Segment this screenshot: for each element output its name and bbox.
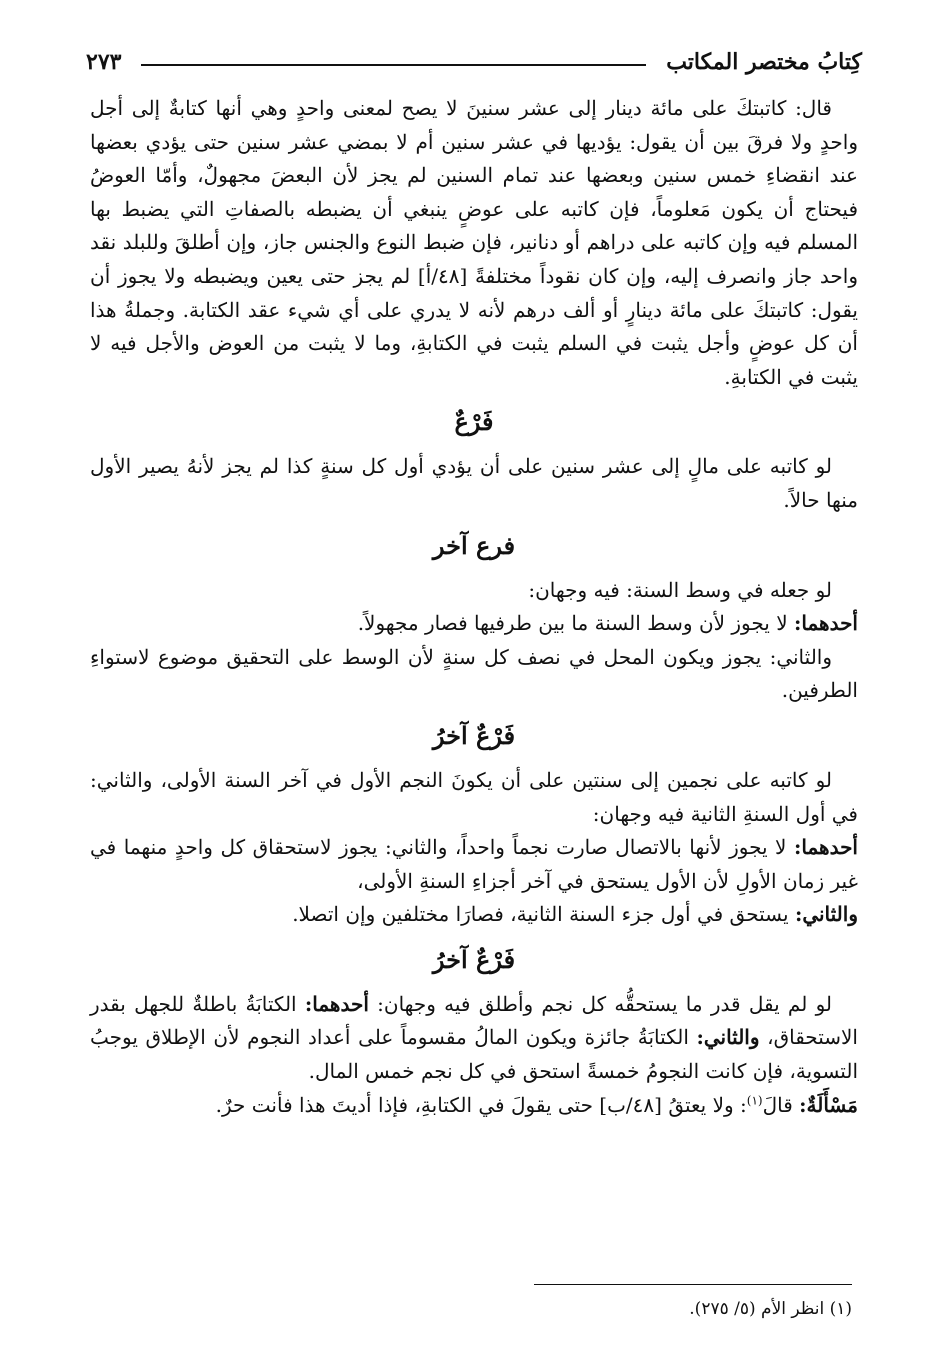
running-title: كِتابُ مختصر المكاتب	[666, 49, 862, 75]
text-line: لا يجوز لأن وسط السنة ما بين طرفيها فصار مجهولاً.	[357, 611, 794, 636]
text-run: الكتابَةُ جائزة ويكون المالُ مقسوماً على أعداد النجوم لأن الإطلاق يوجبُ التسوية، فإن كانت النجومُ خمسةً استحق في كل نجم خمس المال.	[90, 1025, 858, 1084]
paragraph	[90, 764, 858, 831]
text-line: والثاني: في أول السنةِ الثانية فيه وجهان:	[90, 767, 858, 826]
paragraph	[90, 92, 858, 394]
text-run: لو لم يقل قدر ما يستحقُّه كل نجم وأطلق فيه وجهان:	[368, 991, 832, 1016]
text-line: قال: كاتبتكَ على مائة دينار إلى عشر سنينَ لا يصح لمعنى واحدٍ وهي أنها كتابةٌ إلى	[123, 96, 832, 120]
paragraph	[90, 1089, 858, 1123]
text-line: درهم لأنه لا يدري على أي شيء عقد الكتابة. وجملةُ هذا أن كل عوضٍ وأجل يثبت	[90, 297, 858, 356]
paragraph	[90, 898, 858, 932]
text-line: لاستواءِ الطرفين.	[90, 644, 858, 703]
page-body	[90, 92, 858, 1122]
bold-term: أحدهما:	[793, 835, 858, 860]
section-heading: فَرْعٌ آخرُ	[432, 944, 516, 974]
section-heading: فَرْعٌ آخرُ	[432, 720, 516, 750]
section-heading: فَرْعٌ	[454, 407, 494, 437]
text-line: الأول منها حالاً.	[90, 454, 858, 512]
bold-term: والثاني:	[794, 902, 858, 927]
paragraph	[90, 574, 858, 608]
paragraph	[90, 641, 858, 708]
text-line: بالصفاتِ التي يضبط بها المسلم فيه وإن كاتبه على دراهم أو دنانير، فإن ضبط النوع	[90, 196, 858, 255]
page-number: ٢٧٣	[86, 49, 122, 75]
header-rule	[141, 64, 646, 66]
footnote-separator	[534, 1284, 852, 1285]
footnote: (١) انظر الأم (٥/ ٢٧٥).	[689, 1299, 852, 1319]
paragraph	[90, 988, 858, 1089]
text-line: والجنس جاز، وإن أطلقَ وللبلد نقد واحد جاز وانصرف إليه، وإن كان نقوداً مختلفةً	[90, 230, 858, 288]
section-heading: فرع آخر	[432, 530, 516, 560]
bold-term: والثاني:	[696, 1025, 760, 1050]
bold-term: أحدهما:	[304, 991, 369, 1016]
paragraph	[90, 831, 858, 898]
paragraph	[90, 607, 858, 641]
text-line: [٤٨/أ] لم يجز حتى يعين ويضبطه ولا يجوز أن يقول: كاتبتكَ على مائة دينارٍ أو ألف	[90, 263, 859, 322]
text-run: قالَ	[762, 1092, 800, 1117]
text-line: مجهولٌ، وأمّا العوضُ فيحتاج أن يكون مَعلوماً، فإن كاتبه على عوضٍ ينبغي أن يضبطه	[90, 163, 859, 221]
footnote-ref: (١)	[746, 1093, 763, 1107]
text-line: لو كاتبه على نجمين إلى سنتين على أن يكونَ النجم الأول في آخر السنة الأولى،	[152, 767, 832, 792]
text-run: الكتابَةُ باطلةٌ للجهل بقدر الاستحقاق،	[90, 991, 858, 1050]
text-run: : ولا يعتقُ [٤٨/ب] حتى يقولَ في الكتابةِ، فإذا أديتَ هذا فأنت حرٌ.	[215, 1092, 747, 1117]
text-line: لا يجوز لأنها بالاتصال صارت نجماً واحداً، والثاني: يجوز لاستحقاق	[245, 835, 794, 860]
page-header	[86, 42, 862, 82]
text-line: لو جعله في وسط السنة: فيه وجهان:	[528, 577, 832, 602]
bold-term: أحدهما:	[793, 611, 858, 636]
text-line: يستحق في أول جزء السنة الثانية، فصارَا مختلفين وإن اتصلا.	[292, 902, 795, 927]
text-line: في السلم يثبت في الكتابةِ، وما لا يثبت من العوض والأجل فيه لا يثبت في الكتابةِ.	[90, 331, 858, 389]
text-line: يؤدي بعضها عند انقضاءِ خمس سنين وبعضها عند تمام السنين لم يجز لأن البعضَ	[90, 129, 858, 188]
text-line: لو كاتبه على مالٍ إلى عشر سنين على أن يؤدي أول كل سنةٍ كذا لم يجز لأنهُ يصير	[131, 454, 832, 479]
text-line: كل واحدٍ منهما في غير زمان الأولِ لأن الأول يستحق في آخر أجزاءِ السنةِ الأولى،	[90, 835, 858, 893]
bold-term: مَسْأَلَةٌ:	[799, 1092, 858, 1117]
paragraph	[90, 450, 858, 517]
text-line: أجل واحدٍ ولا فرقَ بين أن يقول: يؤديها في عشر سنين أم لا بمضي عشر سنين حتى	[90, 96, 859, 154]
text-line: والثاني: يجوز ويكون المحل في نصف كل سنةٍ لأن الوسط على التحقيق موضوع	[149, 644, 832, 669]
